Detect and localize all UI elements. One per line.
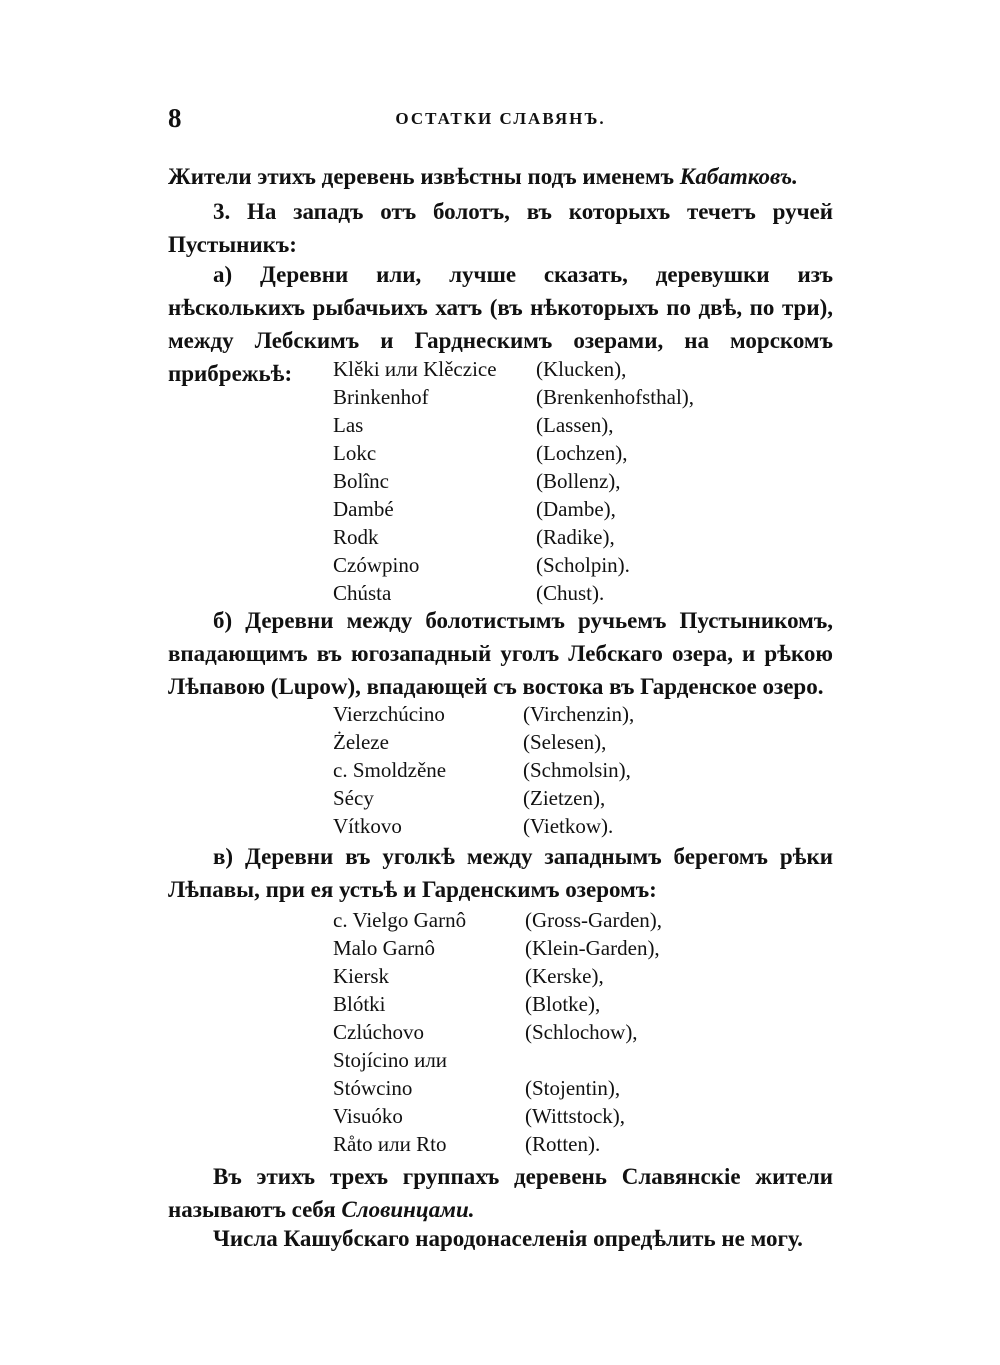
- paragraph-6-text: Въ этихъ трехъ группахъ деревень Славянскіе жители называютъ себя: [168, 1164, 833, 1222]
- german-name: (Lochzen),: [536, 441, 628, 465]
- list-item: [333, 728, 733, 756]
- village-list-b: [333, 700, 733, 840]
- local-name: Vítkovo: [333, 814, 402, 838]
- german-name: (Brenkenhofsthal),: [536, 385, 695, 409]
- list-item: [333, 990, 753, 1018]
- paragraph-7: Числа Кашубскаго народонаселенія опредѣлить не могу.: [213, 1226, 803, 1251]
- paragraph-6-italic: Словинцами.: [341, 1197, 475, 1222]
- local-name: Klěki или Klěczice: [333, 357, 497, 381]
- local-name: Dambé: [333, 497, 394, 521]
- local-name: Blótki: [333, 992, 386, 1016]
- german-name: (Rotten).: [525, 1132, 601, 1156]
- local-name: Bolînc: [333, 469, 389, 493]
- german-name: (Chust).: [536, 581, 605, 605]
- german-name: (Kerske),: [525, 964, 604, 988]
- german-name: (Radike),: [536, 525, 615, 549]
- local-name: Kiersk: [333, 964, 389, 988]
- german-name: (Gross-Garden),: [525, 908, 663, 932]
- local-name: Żeleze: [333, 730, 389, 754]
- paragraph-3: а) Деревни или, лучше сказать, деревушки изъ нѣсколькихъ рыбачьихъ хатъ (въ нѣкоторыхъ по двѣ, по три), между Лебскимъ и Гарднескимъ озерами, на морскомъ прибрежьѣ:: [168, 262, 833, 386]
- local-name: Stówcino: [333, 1076, 413, 1100]
- paragraph-4: б) Деревни между болотистымъ ручьемъ Пустыникомъ, впадающимъ въ югозападный уголъ Лебскаго озера, и рѣкою Лѣпавою (Lupow), впадающей съ востока въ Гарденское озеро.: [168, 608, 833, 699]
- list-item: [333, 812, 733, 840]
- list-item: [333, 784, 733, 812]
- local-name: c. Smoldzěne: [333, 758, 447, 782]
- list-item: [333, 523, 753, 551]
- paragraph-1: [168, 160, 833, 193]
- local-name: Vierzchúcino: [333, 702, 445, 726]
- german-name: (Wittstock),: [525, 1104, 626, 1128]
- german-name: (Blotke),: [525, 992, 601, 1016]
- german-name: (Lassen),: [536, 413, 614, 437]
- german-name: (Dambe),: [536, 497, 616, 521]
- list-item: [333, 467, 753, 495]
- german-name: (Stojentin),: [525, 1076, 621, 1100]
- local-name: Rodk: [333, 525, 379, 549]
- german-name: (Klucken),: [536, 357, 627, 381]
- paragraph-1-italic: Кабатковъ.: [679, 164, 798, 189]
- paragraph-2: 3. На западъ отъ болотъ, въ которыхъ течетъ ручей Пустыникъ:: [168, 199, 833, 257]
- paragraph-1-text: Жители этихъ деревень извѣстны подъ именемъ: [168, 164, 680, 189]
- local-name: Malo Garnô: [333, 936, 436, 960]
- list-item: [333, 906, 753, 934]
- local-name: Visuóko: [333, 1104, 403, 1128]
- list-item: [333, 1018, 753, 1046]
- german-name: (Selesen),: [523, 730, 607, 754]
- list-item: [333, 411, 753, 439]
- paragraph-5: в) Деревни въ уголкѣ между западнымъ берегомъ рѣки Лѣпавы, при ея устьѣ и Гарденскимъ озеромъ:: [168, 844, 833, 902]
- list-item: [333, 1074, 753, 1102]
- local-name: Lokc: [333, 441, 377, 465]
- list-item: [333, 439, 753, 467]
- list-item: [333, 1046, 753, 1074]
- page-number: 8: [168, 103, 182, 133]
- village-list-a: [333, 355, 753, 607]
- list-item: [333, 962, 753, 990]
- local-name: Czlúchovo: [333, 1020, 424, 1044]
- local-name: Brinkenhof: [333, 385, 429, 409]
- page-header: [168, 103, 833, 139]
- german-name: (Bollenz),: [536, 469, 621, 493]
- german-name: (Scholpin).: [536, 553, 630, 577]
- list-item: [333, 1130, 753, 1158]
- local-name: Stojícino или: [333, 1048, 448, 1072]
- running-title: ОСТАТКИ СЛАВЯНЪ.: [395, 109, 606, 128]
- local-name: Czówpino: [333, 553, 420, 577]
- list-item: [333, 934, 753, 962]
- list-item: [333, 383, 753, 411]
- list-item: [333, 1102, 753, 1130]
- paragraph-6: [168, 1160, 833, 1226]
- german-name: (Vietkow).: [523, 814, 614, 838]
- local-name: Råto или Rto: [333, 1132, 447, 1156]
- german-name: (Schmolsin),: [523, 758, 631, 782]
- list-item: [333, 551, 753, 579]
- german-name: (Zietzen),: [523, 786, 606, 810]
- german-name: (Virchenzin),: [523, 702, 635, 726]
- local-name: c. Vielgo Garnô: [333, 908, 467, 932]
- list-item: [333, 700, 733, 728]
- german-name: (Schlochow),: [525, 1020, 638, 1044]
- village-list-c: [333, 906, 753, 1158]
- local-name: Sécy: [333, 786, 374, 810]
- local-name: Chústa: [333, 581, 392, 605]
- list-item: [333, 495, 753, 523]
- list-item: [333, 756, 733, 784]
- german-name: (Klein-Garden),: [525, 936, 660, 960]
- list-item: [333, 355, 753, 383]
- list-item: [333, 579, 753, 607]
- local-name: Las: [333, 413, 364, 437]
